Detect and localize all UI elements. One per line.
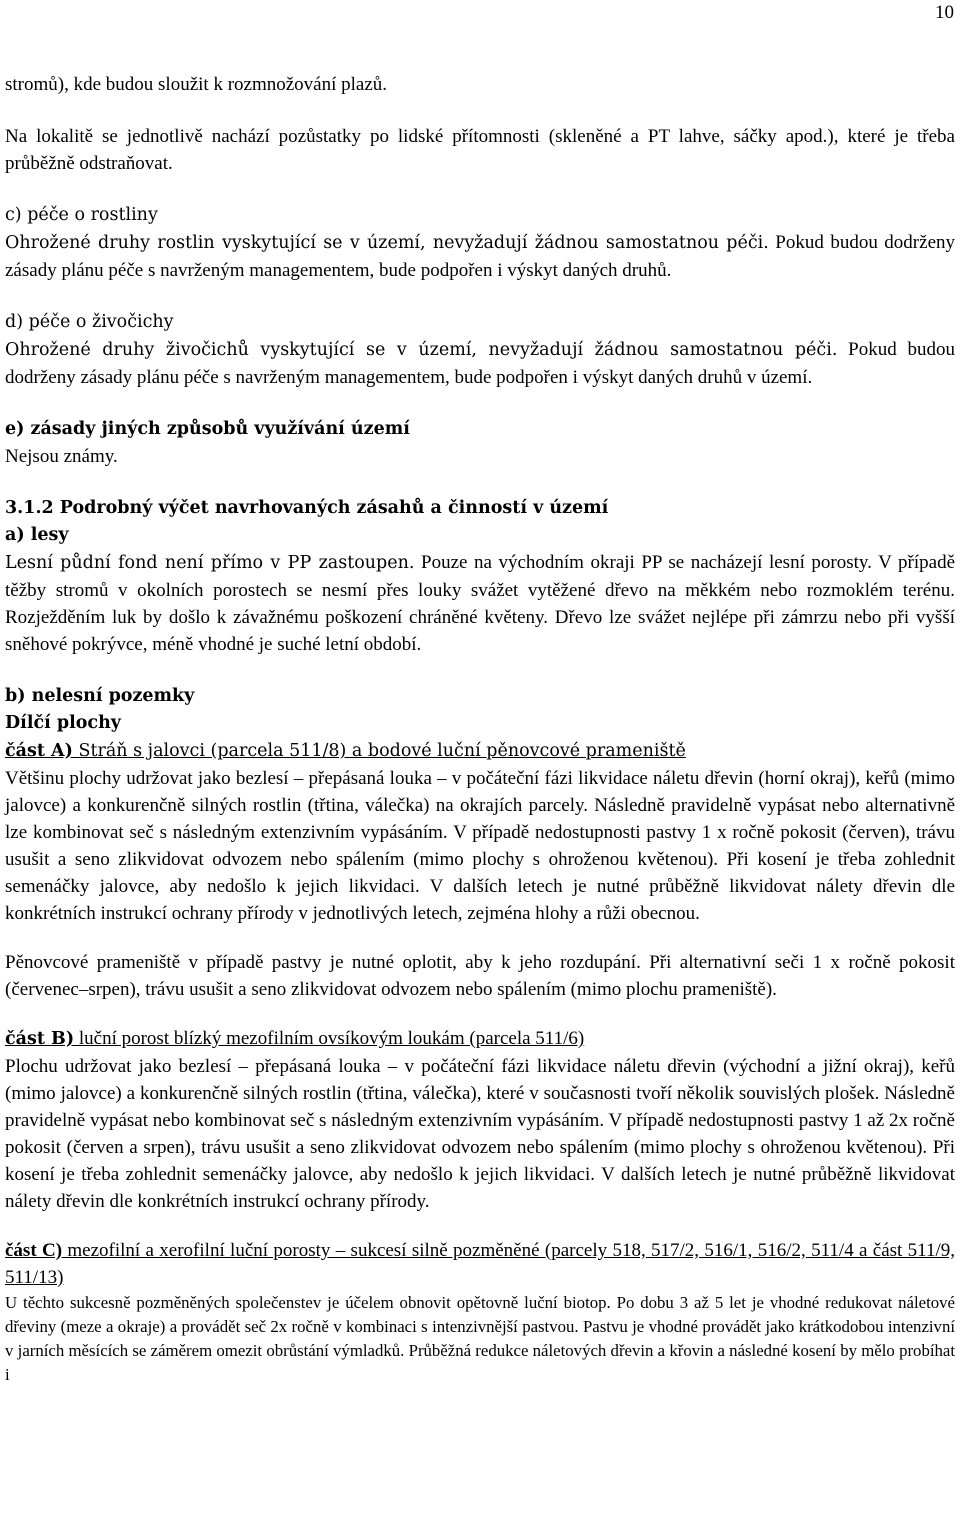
part-a-title xyxy=(5,737,955,765)
section-312-heading: 3.1.2 Podrobný výčet navrhovaných zásahů a činností v území xyxy=(5,498,609,518)
section-c-text xyxy=(5,229,955,284)
part-a-title-text: Stráň s jalovci (parcela 511/8) a bodové luční pěnovcové prameniště xyxy=(72,741,686,761)
subsection-a-text xyxy=(5,549,955,658)
part-a-label: část A) xyxy=(5,741,73,761)
section-e-text: Nejsou známy. xyxy=(5,446,118,467)
subsection-a-text-lead: Lesní půdní fond není přímo v PP zastoupen. xyxy=(5,553,415,573)
intro-paragraph-1: stromů), kde budou sloužit k rozmnožování plazů. xyxy=(5,74,388,95)
intro-paragraph-2: Na lokalitě se jednotlivě nachází pozůstatky po lidské přítomnosti (skleněné a PT lahve, sáčky apod.), které je třeba průběžně odstraňovat. xyxy=(5,126,955,174)
part-b-text: Plochu udržovat jako bezlesí – přepásaná louka – v počáteční fázi likvidace náletu dřevin (východní a jižní okraj), keřů (mimo jalovce) a konkurenčně silných rostlin (třtina, válečka), které v současnosti tvoří několik souvislých plošek. Následně pravidelně vypásat nebo kombinovat seč s následným extenzivním vypásáním. V případě nedostupnosti pastvy 1 až 2x ročně pokosit (červen a srpen), trávu usušit a seno zlikvidovat odvozem nebo spálením (mimo plochy s ohroženou květenou). Při kosení je třeba zohlednit semenáčky jalovce, aby nedošlo k jejich likvidaci. V dalších letech je nutné průběžně likvidovat nálety dřevin dle konkrétních instrukcí ochrany přírody. xyxy=(5,1056,955,1212)
page-content xyxy=(5,71,955,1387)
part-a-text-2: Pěnovcové prameniště v případě pastvy je nutné oplotit, aby k jeho rozdupání. Při alternativní seči 1 x ročně pokosit (červenec–srpen), trávu usušit a seno zlikvidovat odvozem nebo spálením (mimo plochu prameniště). xyxy=(5,952,955,1000)
part-a-text: Většinu plochy udržovat jako bezlesí – přepásaná louka – v počáteční fázi likvidace náletu dřevin (horní okraj), keřů (mimo jalovce) a konkurenčně silných rostlin (třtina, válečka) na okrajích parcely. Následně pravidelně vypásat nebo alternativně lze kombinovat seč s následným extenzivním vypásáním. V případě nedostupnosti pastvy 1 x ročně pokosit (červen), trávu usušit a seno zlikvidovat odvozem nebo spálením (mimo plochy s ohroženou květenou). Při kosení je třeba zohlednit semenáčky jalovce, aby nedošlo k jejich likvidaci. V dalších letech je nutné průběžně likvidovat nálety dřevin dle konkrétních instrukcí ochrany přírody v jednotlivých letech, zejména hlohy a růži obecnou. xyxy=(5,768,955,924)
subsection-b-heading: b) nelesní pozemky xyxy=(5,686,195,706)
subsection-a-heading: a) lesy xyxy=(5,525,69,545)
section-d-text-lead: Ohrožené druhy živočichů vyskytující se v území, nevyžadují žádnou samostatnou péči. xyxy=(5,340,838,360)
page-number: 10 xyxy=(935,2,954,23)
part-c-title xyxy=(5,1237,955,1291)
section-c-heading: c) péče o rostliny xyxy=(5,205,158,225)
subsection-b-subheading: Dílčí plochy xyxy=(5,713,121,733)
part-b-title xyxy=(5,1025,955,1053)
section-c-text-lead: Ohrožené druhy rostlin vyskytující se v území, nevyžadují žádnou samostatnou péči. xyxy=(5,233,769,253)
section-e-heading: e) zásady jiných způsobů využívání území xyxy=(5,419,410,439)
part-b-title-text: luční porost blízký mezofilním ovsíkovým loukám (parcela 511/6) xyxy=(74,1028,585,1049)
section-d-heading: d) péče o živočichy xyxy=(5,312,174,332)
part-c-label: část C) xyxy=(5,1240,63,1261)
section-c-text-rest: Pokud budou dodrženy zásady plánu péče s navrženým managementem, bude podpořen i výskyt daných druhů. xyxy=(5,232,955,281)
part-c-text: U těchto sukcesně pozměněných společenstev je účelem obnovit opětovně luční biotop. Po dobu 3 až 5 let je vhodné redukovat náletové dřeviny (meze a okraje) a provádět seč 2x ročně v kombinaci s intenzivnější pastvou. Pastvu je vhodné provádět jako krátkodobou intenzivní v jarních měsících se záměrem omezit obrůstání výmladků. Průběžná redukce náletových dřevin a křovin a následné kosení by mělo probíhat i xyxy=(5,1293,955,1384)
section-d-text xyxy=(5,336,955,391)
subsection-a-text-rest: Pouze na východním okraji PP se nacházejí lesní porosty. V případě těžby stromů v okolních porostech se nesmí přes louky svážet vytěžené dřevo na měkkém nebo rozmoklém terénu. Rozježděním luk by došlo k závažnému poškození chráněné květeny. Dřevo lze svážet nejlépe při zámrzu nebo při vyšší sněhové pokrývce, méně vhodné je suché letní období. xyxy=(5,552,956,655)
part-b-label: část B) xyxy=(5,1029,75,1049)
section-d-text-rest: Pokud budou dodrženy zásady plánu péče s navrženým managementem, bude podpořen i výskyt daných druhů v území. xyxy=(5,339,955,388)
part-c-title-text: mezofilní a xerofilní luční porosty – sukcesí silně pozměněné (parcely 518, 517/2, 516/1, 516/2, 511/4 a část 511/9, 511/13) xyxy=(5,1240,955,1288)
